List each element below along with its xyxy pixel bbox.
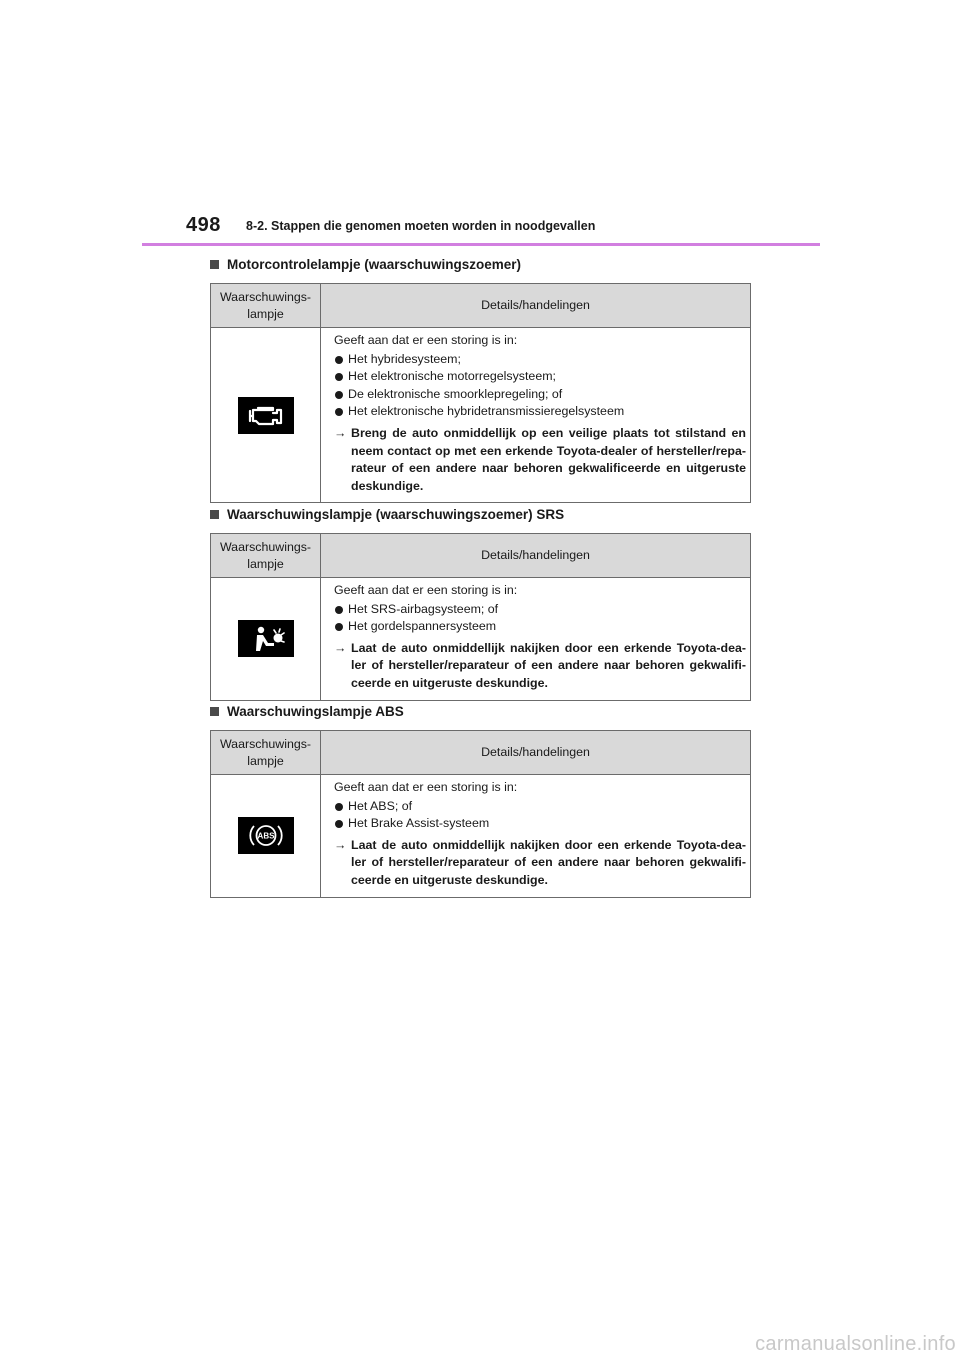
header-lamp: Waarschuwings- lampje <box>211 731 321 775</box>
table-header-row <box>211 284 751 328</box>
intro-text: Geeft aan dat er een storing is in: <box>334 333 518 347</box>
section-heading-text: Motorcontrolelampje (waarschuwingszoemer) <box>227 256 522 272</box>
section-srs <box>210 505 751 701</box>
engine-check-icon <box>238 397 294 434</box>
header-lamp: Waarschuwings- lampje <box>211 534 321 578</box>
page-number: 498 <box>186 214 221 236</box>
abs-icon-label: ABS <box>257 831 274 841</box>
details-cell <box>321 775 751 898</box>
table-row <box>211 578 751 701</box>
header-details: Details/handelingen <box>321 534 751 578</box>
header-details: Details/handelingen <box>321 731 751 775</box>
section-heading-text: Waarschuwingslampje ABS <box>227 703 404 719</box>
action-text-content: Breng de auto onmiddellijk op een veilige plaats tot stilstand en neem contact op met een erkende Toyota-dealer of hersteller/repa-rateur of een andere naar behoren gekwalificeerde en uitgeruste deskundige. <box>351 425 746 493</box>
chapter-title: 8-2. Stappen die genomen moeten worden in noodgevallen <box>246 219 596 233</box>
section-heading <box>210 255 751 273</box>
intro-text: Geeft aan dat er een storing is in: <box>334 780 518 794</box>
section-abs <box>210 702 751 898</box>
list-item: Het Brake Assist-systeem <box>334 815 746 833</box>
list-item: Het elektronische motorregelsysteem; <box>334 368 746 386</box>
action-text-content: Laat de auto onmiddellijk nakijken door een erkende Toyota-dea-ler of hersteller/reparateur of een andere naar behoren gekwalifi-ceerde en uitgeruste deskundige. <box>351 837 746 887</box>
intro-text: Geeft aan dat er een storing is in: <box>334 583 518 597</box>
table-header-row <box>211 534 751 578</box>
bullet-list <box>334 601 746 636</box>
action-text <box>334 640 746 693</box>
bullet-list <box>334 351 746 421</box>
header-rule <box>142 243 820 246</box>
table-row <box>211 328 751 503</box>
arrow-icon: → <box>334 640 347 655</box>
table-row <box>211 775 751 898</box>
warning-table <box>210 533 751 701</box>
action-text <box>334 425 746 495</box>
airbag-icon <box>238 620 294 657</box>
abs-icon <box>238 817 294 854</box>
details-cell <box>321 328 751 503</box>
list-item: Het ABS; of <box>334 798 746 816</box>
section-heading <box>210 702 751 720</box>
warning-table <box>210 730 751 898</box>
square-bullet-icon <box>210 260 219 269</box>
list-item: Het gordelspannersysteem <box>334 618 746 636</box>
square-bullet-icon <box>210 510 219 519</box>
bullet-list <box>334 798 746 833</box>
section-heading-text: Waarschuwingslampje (waarschuwingszoemer) SRS <box>227 506 565 522</box>
arrow-icon: → <box>334 837 347 852</box>
warning-table <box>210 283 751 503</box>
list-item: Het elektronische hybridetransmissieregelsysteem <box>334 403 746 421</box>
watermark: carmanualsonline.info <box>755 1333 956 1355</box>
lamp-cell <box>211 775 321 898</box>
action-text-content: Laat de auto onmiddellijk nakijken door een erkende Toyota-dea-ler of hersteller/reparateur of een andere naar behoren gekwalifi-ceerde en uitgeruste deskundige. <box>351 640 746 690</box>
lamp-cell <box>211 578 321 701</box>
section-heading <box>210 505 751 523</box>
list-item: Het SRS-airbagsysteem; of <box>334 601 746 619</box>
header-lamp: Waarschuwings- lampje <box>211 284 321 328</box>
list-item: De elektronische smoorklepregeling; of <box>334 386 746 404</box>
lamp-cell <box>211 328 321 503</box>
action-text <box>334 837 746 890</box>
square-bullet-icon <box>210 707 219 716</box>
section-engine-check <box>210 255 751 503</box>
details-cell <box>321 578 751 701</box>
table-header-row <box>211 731 751 775</box>
list-item: Het hybridesysteem; <box>334 351 746 369</box>
header-details: Details/handelingen <box>321 284 751 328</box>
arrow-icon: → <box>334 425 347 440</box>
